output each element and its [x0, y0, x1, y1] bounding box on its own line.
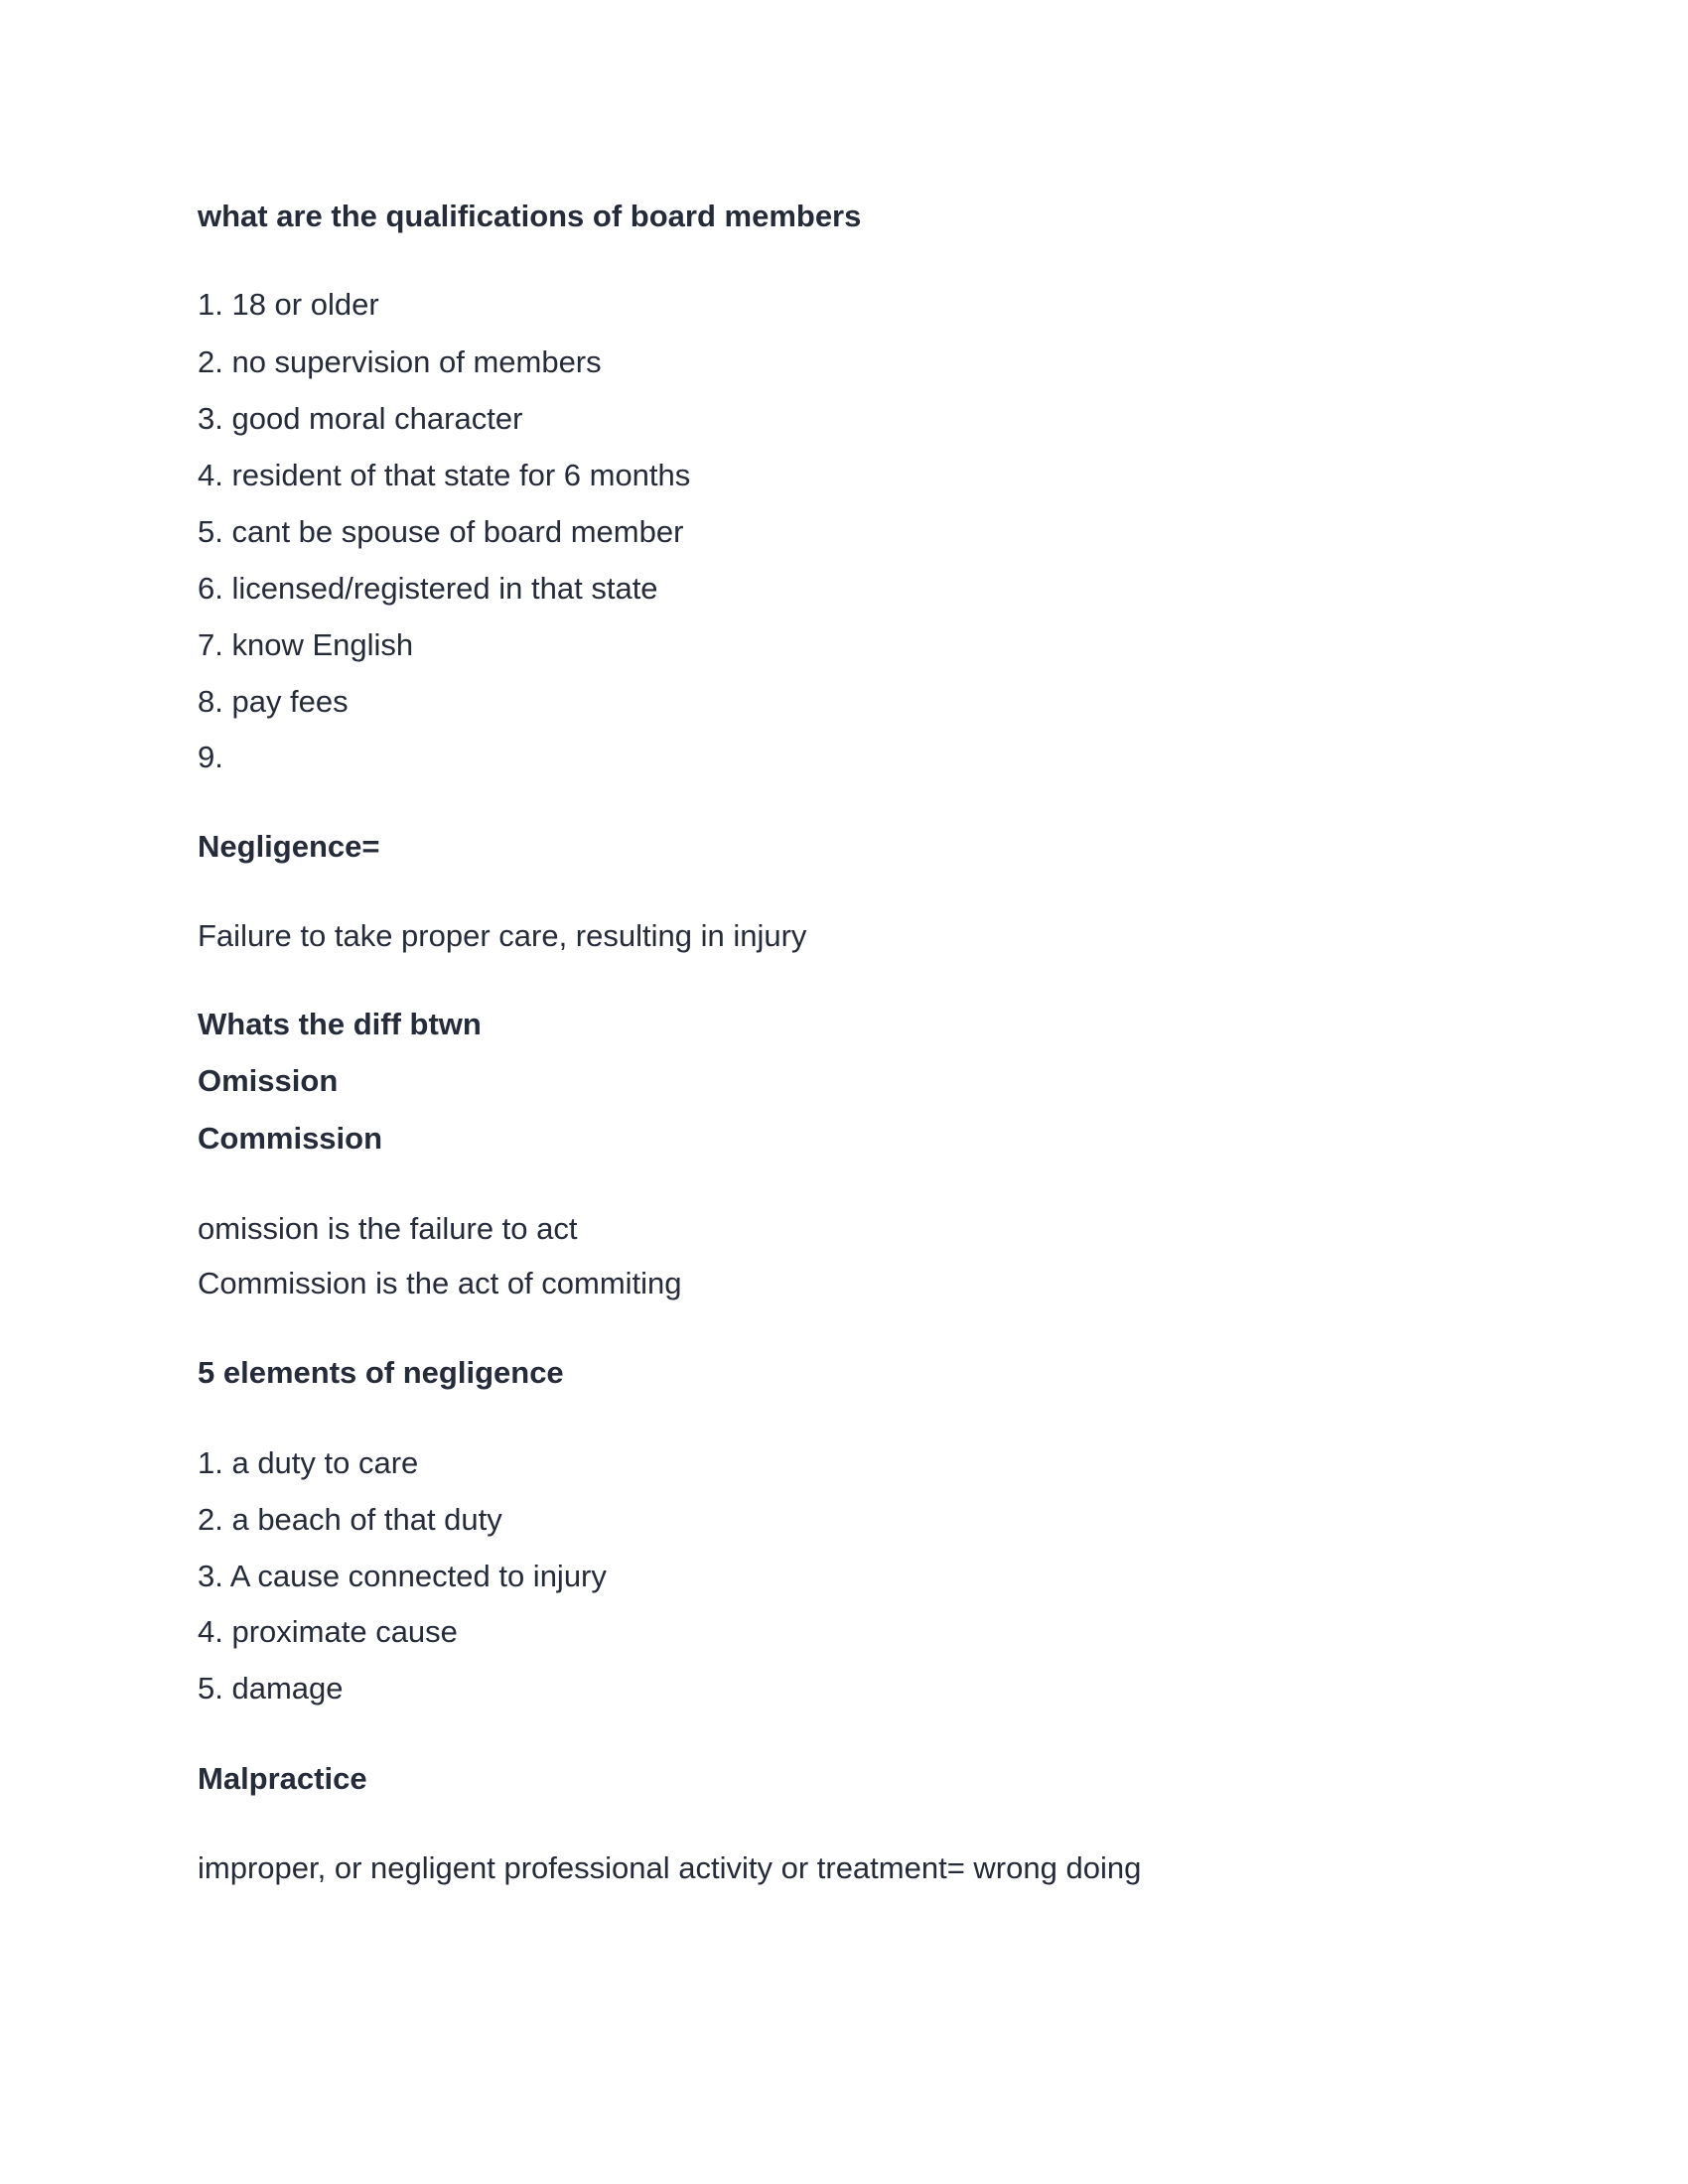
- answer-text: omission is the failure to act: [198, 1211, 578, 1246]
- answer-text: improper, or negligent professional activity or treatment= wrong doing: [198, 1850, 1142, 1885]
- list-item: 2. no supervision of members: [198, 344, 602, 379]
- list-item: 3. good moral character: [198, 401, 523, 436]
- list-item: 1. 18 or older: [198, 287, 379, 322]
- question-heading: Commission: [198, 1121, 383, 1156]
- list-item: 3. A cause connected to injury: [198, 1559, 607, 1593]
- question-heading: what are the qualifications of board members: [198, 199, 862, 233]
- list-item: 5. damage: [198, 1671, 344, 1706]
- list-item: 8. pay fees: [198, 684, 349, 719]
- list-item: 1. a duty to care: [198, 1445, 419, 1480]
- list-item: 2. a beach of that duty: [198, 1502, 502, 1537]
- question-heading: 5 elements of negligence: [198, 1355, 564, 1390]
- list-item: 5. cant be spouse of board member: [198, 514, 684, 549]
- question-heading: Omission: [198, 1063, 339, 1098]
- list-item: 6. licensed/registered in that state: [198, 571, 658, 606]
- list-item: 7. know English: [198, 627, 414, 662]
- question-heading: Negligence=: [198, 829, 380, 864]
- list-item: 9.: [198, 740, 223, 774]
- answer-text: Failure to take proper care, resulting in injury: [198, 918, 807, 953]
- list-item: 4. proximate cause: [198, 1614, 458, 1649]
- question-heading: Malpractice: [198, 1761, 367, 1796]
- list-item: 4. resident of that state for 6 months: [198, 458, 691, 492]
- answer-text: Commission is the act of commiting: [198, 1266, 682, 1300]
- question-heading: Whats the diff btwn: [198, 1007, 482, 1041]
